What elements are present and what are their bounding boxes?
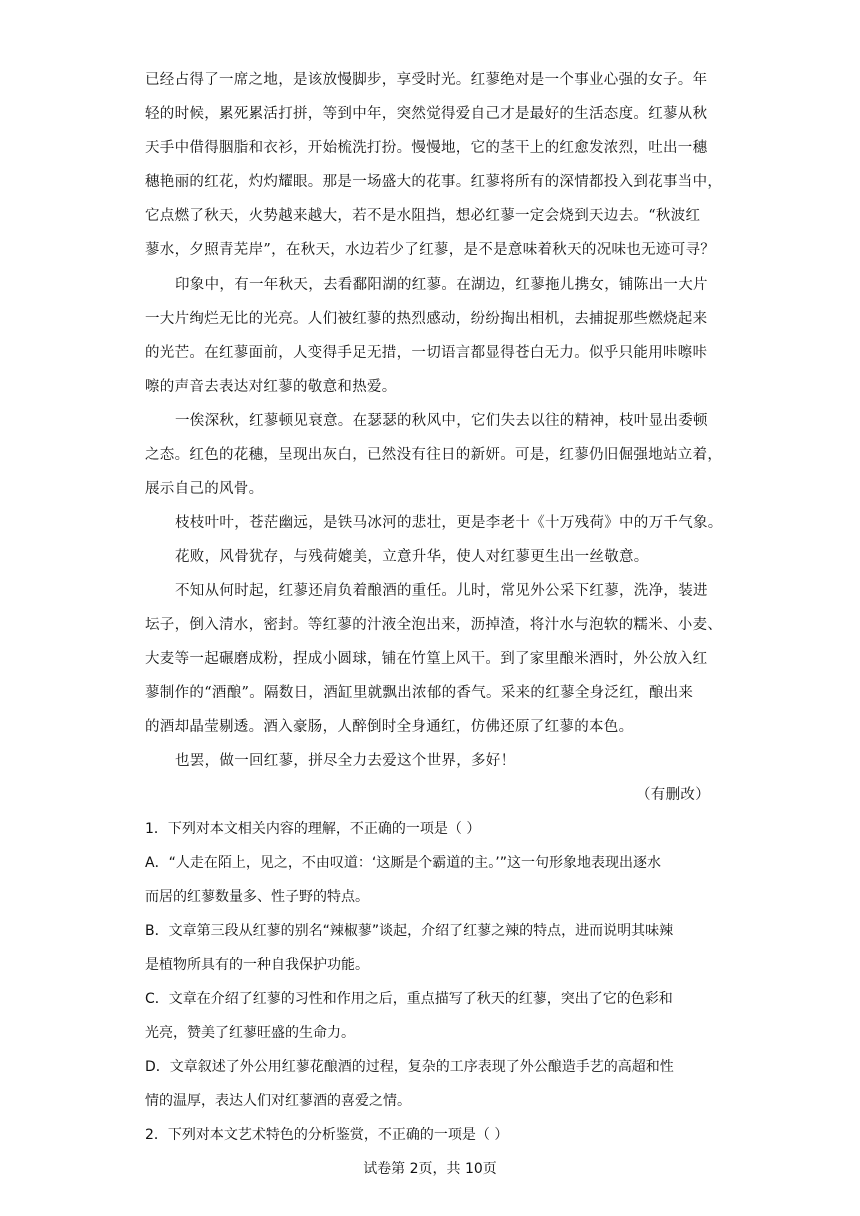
article-line: 坛子，倒入清水，密封。等红蓼的汁液全泡出来，沥掉渣，将汁水与泡软的糯米、小麦、 [145,617,723,633]
question-stem: 1．下列对本文相关内容的理解，不正确的一项是（ ） [145,821,481,837]
article-line: 枝枝叶叶，苍茫幽远，是铁马冰河的悲壮，更是李老十《十万残荷》中的万千气象。 [175,515,723,531]
option-b: B．文章第三段从红蓼的别名“辣椒蓼”谈起，介绍了红蓼之辣的特点，进而说明其味辣 [145,923,674,939]
article-line: 轻的时候，累死累活打拼，等到中年，突然觉得爱自己才是最好的生活态度。红蓼从秋 [145,106,708,122]
page-footer: 试卷第 2页，共 10页 [363,1161,497,1177]
article-line: 蓼制作的“酒酿”。隔数日，酒缸里就飘出浓郁的香气。采来的红蓼全身泛红，酿出来 [145,685,694,701]
article-line: 已经占得了一席之地，是该放慢脚步，享受时光。红蓼绝对是一个事业心强的女子。年 [145,72,708,88]
option-b-cont: 是植物所具有的一种自我保护功能。 [145,957,369,973]
article-line: 天手中借得胭脂和衣衫，开始梳洗打扮。慢慢地，它的茎干上的红愈发浓烈，吐出一穗 [145,140,708,156]
article-line: 它点燃了秋天，火势越来越大，若不是水阻挡，想必红蓼一定会烧到天边去。“秋波红 [145,208,701,224]
article-line: 一大片绚烂无比的光亮。人们被红蓼的热烈感动，纷纷掏出相机，去捕捉那些燃烧起来 [145,311,708,327]
article-line: 穗艳丽的红花，灼灼耀眼。那是一场盛大的花事。红蓼将所有的深情都投入到花事当中， [145,174,723,190]
article-line: 也罢，做一回红蓼，拼尽全力去爱这个世界，多好！ [175,753,516,769]
article-line: 嚓的声音去表达对红蓼的敬意和热爱。 [145,379,397,395]
option-a-cont: 而居的红蓼数量多、性子野的特点。 [145,889,369,905]
article-line: 之态。红色的花穗，呈现出灰白，已然没有往日的新妍。可是，红蓼仍旧倔强地站立着， [145,447,723,463]
article-line: 一俟深秋，红蓼顿见衰意。在瑟瑟的秋风中，它们失去以往的精神，枝叶显出委顿 [175,413,708,429]
option-c-cont: 光亮，赞美了红蓼旺盛的生命力。 [145,1025,355,1041]
option-d-cont: 情的温厚，表达人们对红蓼酒的喜爱之情。 [145,1093,411,1109]
article-line: 花败，风骨犹存，与残荷媲美，立意升华，使人对红蓼更生出一丝敬意。 [175,549,649,565]
article-line: 的酒却晶莹剔透。酒入豪肠，人醉倒时全身通红，仿佛还原了红蓼的本色。 [145,719,634,735]
article-line: 蓼水，夕照青芜岸”，在秋天，水边若少了红蓼，是不是意味着秋天的况味也无迹可寻？ [145,242,716,258]
option-a: A．“人走在陌上，见之，不由叹道：‘这厮是个霸道的主。’”这一句形象地表现出逐水 [145,855,661,871]
option-c: C．文章在介绍了红蓼的习性和作用之后，重点描写了秋天的红蓼，突出了它的色彩和 [145,991,673,1007]
option-d: D．文章叙述了外公用红蓼花酿酒的过程，复杂的工序表现了外公酿造手艺的高超和性 [145,1059,674,1075]
article-line: 展示自己的风骨。 [145,481,264,497]
article-line: 的光芒。在红蓼面前，人变得手足无措，一切语言都显得苍白无力。似乎只能用咔嚓咔 [145,345,708,361]
article-line: 不知从何时起，红蓼还肩负着酿酒的重任。儿时，常见外公采下红蓼，洗净，装进 [175,583,708,599]
edit-note: （有删改） [636,787,710,803]
article-line: 印象中，有一年秋天，去看鄱阳湖的红蓼。在湖边，红蓼拖儿携女，铺陈出一大片 [175,277,708,293]
article-line: 大麦等一起碾磨成粉，捏成小圆球，铺在竹篁上风干。到了家里酿米酒时，外公放入红 [145,651,708,667]
question-stem: 2．下列对本文艺术特色的分析鉴赏，不正确的一项是（ ） [145,1127,509,1143]
